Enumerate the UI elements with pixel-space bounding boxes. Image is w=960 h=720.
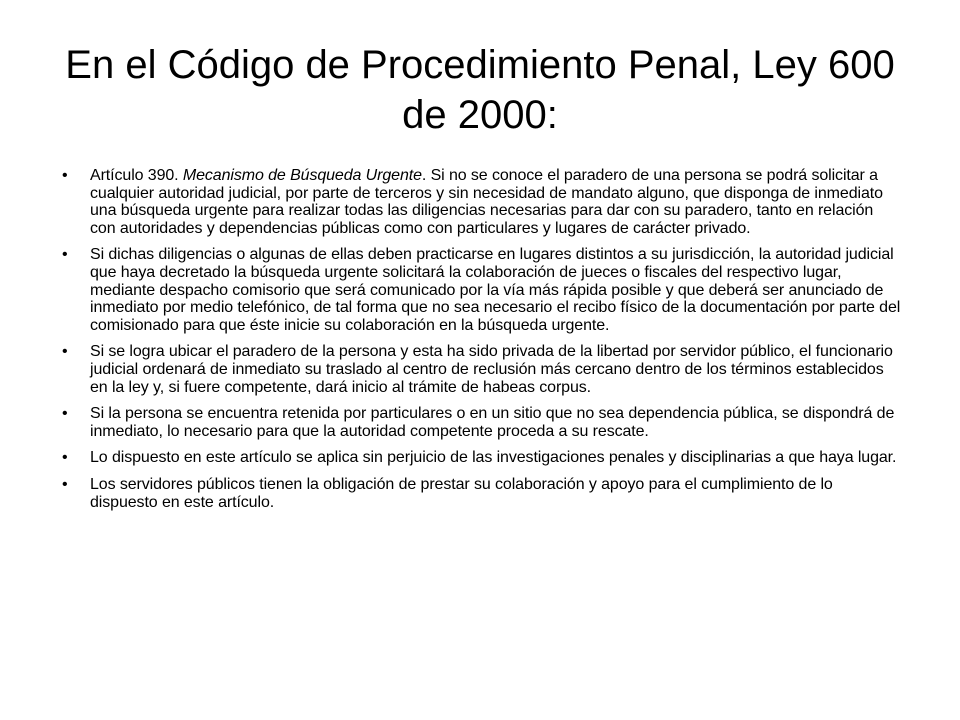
list-item-text: Los servidores públicos tienen la obligación de prestar su colaboración y apoyo para el cumplimiento de lo dispuesto en este artículo. — [90, 475, 833, 511]
list-item — [62, 343, 902, 396]
bullet-marker: • — [62, 405, 68, 423]
slide-title: En el Código de Procedimiento Penal, Ley 600 de 2000: — [65, 43, 895, 137]
article-prefix: Artículo 390. — [90, 167, 183, 184]
article-heading: Mecanismo de Búsqueda Urgente — [182, 167, 422, 184]
list-item — [62, 167, 902, 237]
list-item-text: Si dichas diligencias o algunas de ellas deben practicarse en lugares distintos a su jurisdicción, la autoridad judicial que haya decretado la búsqueda urgente solicitará la colaboración de jueces o fiscales del respectivo lugar, mediante despacho comisorio que será comunicado por la vía más rápida posible y que deberá ser anunciado de inmediato por medio telefónico, de tal forma que no sea necesario el recibo físico de la documentación por parte del comisionado para que éste inicie su colaboración en la búsqueda urgente. — [90, 246, 901, 334]
bullet-marker: • — [62, 343, 68, 361]
list-item-text: Si se logra ubicar el paradero de la persona y esta ha sido privada de la libertad por servidor público, el funcionario judicial ordenará de inmediato su traslado al centro de reclusión más cercano dentro de los términos establecidos en la ley y, si fuere competente, dará inicio al trámite de habeas corpus. — [90, 343, 893, 396]
bullet-marker: • — [62, 475, 68, 493]
bullet-marker: • — [62, 167, 68, 184]
list-item — [62, 449, 902, 467]
list-item — [62, 405, 902, 440]
bullet-marker: • — [62, 449, 68, 467]
list-item-text: Lo dispuesto en este artículo se aplica sin perjuicio de las investigaciones penales y disciplinarias a que haya lugar. — [90, 449, 897, 467]
bullet-marker: • — [62, 246, 68, 264]
list-item-text: . Si no se conoce el paradero de una persona se podrá solicitar a cualquier autoridad judicial, por parte de terceros y sin necesidad de mandato alguno, que disponga de inmediato una búsqueda urgente para realizar todas las diligencias necesarias para dar con su paradero, tanto en relación con autoridades y dependencias públicas como con particulares y lugares de carácter privado. — [90, 167, 883, 237]
bullet-list — [62, 167, 902, 520]
list-item — [62, 476, 902, 511]
list-item — [62, 246, 902, 334]
list-item-text: Si la persona se encuentra retenida por particulares o en un sitio que no sea dependencia pública, se dispondrá de inmediato, lo necesario para que la autoridad competente proceda a su rescate. — [90, 405, 895, 440]
